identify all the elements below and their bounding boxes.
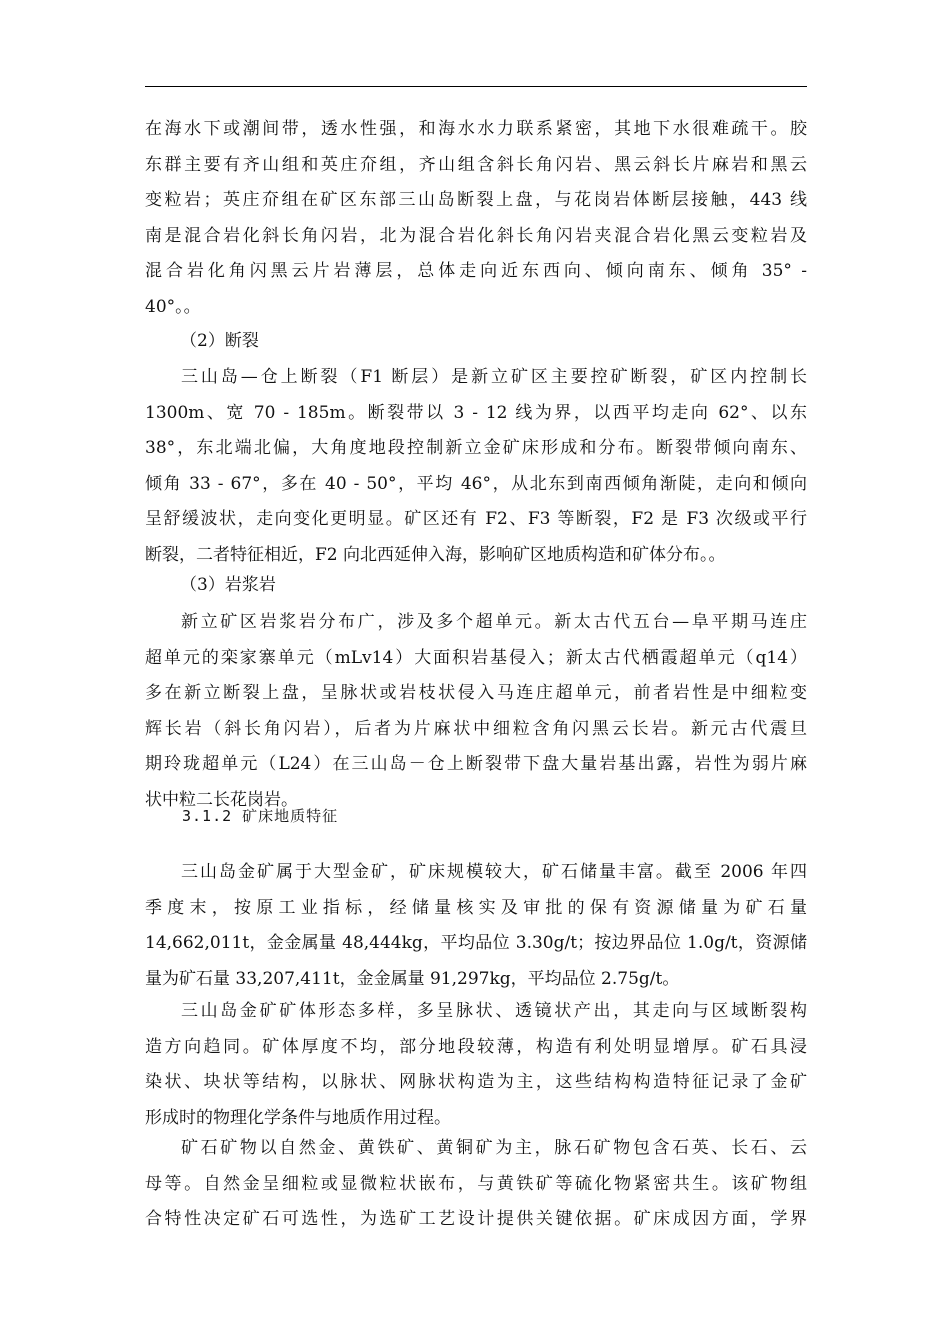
paragraph-magma xyxy=(145,605,807,818)
text-line: 期玲珑超单元（L24）在三山岛－仓上断裂带下盘大量岩基出露，岩性为弱片麻 xyxy=(145,754,807,774)
text-line: 形成时的物理化学条件与地质作用过程。 xyxy=(145,1107,451,1128)
text-line: 倾角 33 - 67°，多在 40 - 50°，平均 46°，从北东到南西倾角渐陡，走向和倾向 xyxy=(145,473,807,494)
text-line: 超单元的栾家寨单元（mLv14）大面积岩基侵入；新太古代栖霞超单元（q14） xyxy=(145,647,807,668)
paragraph-strata xyxy=(145,112,807,325)
paragraph-orebody xyxy=(145,994,807,1136)
section-title: 3.1.2 矿床地质特征 xyxy=(182,807,339,825)
text-line: 矿石矿物以自然金、黄铁矿、黄铜矿为主，脉石矿物包含石英、长石、云 xyxy=(181,1138,807,1158)
text-line: 断裂，二者特征相近，F2 向北西延伸入海，影响矿区地质构造和矿体分布。。 xyxy=(145,544,726,565)
text-line: 多在新立断裂上盘，呈脉状或岩枝状侵入马连庄超单元，前者岩性是中细粒变 xyxy=(145,683,807,703)
text-line: 40°。。 xyxy=(145,296,201,317)
text-line: 东群主要有齐山组和英庄夼组，齐山组含斜长角闪岩、黑云斜长片麻岩和黑云 xyxy=(145,154,807,175)
text-line: 变粒岩；英庄夼组在矿区东部三山岛断裂上盘，与花岗岩体断层接触，443 线 xyxy=(145,190,807,210)
text-line: 呈舒缓波状，走向变化更明显。矿区还有 F2、F3 等断裂，F2 是 F3 次级或平行 xyxy=(145,509,807,529)
text-line: 三山岛—仓上断裂（F1 断层）是新立矿区主要控矿断裂，矿区内控制长 xyxy=(181,367,807,387)
text-line: 染状、块状等结构，以脉状、网脉状构造为主，这些结构构造特征记录了金矿 xyxy=(145,1072,807,1092)
header-rule xyxy=(145,86,807,87)
text-line: 辉长岩（斜长角闪岩），后者为片麻状中细粒含角闪黑云长岩。新元古代震旦 xyxy=(145,718,807,739)
text-line: 三山岛金矿属于大型金矿，矿床规模较大，矿石储量丰富。截至 2006 年四 xyxy=(181,862,807,882)
text-line: 状中粒二长花岗岩。 xyxy=(145,789,298,810)
text-line: 南是混合岩化斜长角闪岩，北为混合岩化斜长角闪岩夹混合岩化黑云变粒岩及 xyxy=(145,225,807,246)
text-line: 混合岩化角闪黑云片岩薄层，总体走向近东西向、倾向南东、倾角 35° - xyxy=(145,261,807,281)
heading-fault: （2）断裂 xyxy=(180,331,259,351)
text-line: 新立矿区岩浆岩分布广，涉及多个超单元。新太古代五台—阜平期马连庄 xyxy=(181,612,807,632)
text-line: 在海水下或潮间带，透水性强，和海水水力联系紧密，其地下水很难疏干。胶 xyxy=(145,119,807,139)
paragraph-deposit xyxy=(145,855,807,997)
heading-magma: （3）岩浆岩 xyxy=(180,575,276,595)
text-line: 造方向趋同。矿体厚度不均，部分地段较薄，构造有利处明显增厚。矿石具浸 xyxy=(145,1036,807,1057)
text-line: 1300m、宽 70 - 185m。断裂带以 3 - 12 线为界，以西平均走向 62°、以东 xyxy=(145,402,807,423)
text-line: 38°，东北端北偏，大角度地段控制新立金矿床形成和分布。断裂带倾向南东、 xyxy=(145,438,807,458)
text-line: 季度末，按原工业指标，经储量核实及审批的保有资源储量为矿石量 xyxy=(145,897,807,918)
text-line: 三山岛金矿矿体形态多样，多呈脉状、透镜状产出，其走向与区域断裂构 xyxy=(181,1001,807,1021)
text-line: 量为矿石量 33,207,411t，金金属量 91,297kg，平均品位 2.75g/t。 xyxy=(145,968,680,989)
text-line: 14,662,011t，金金属量 48,444kg，平均品位 3.30g/t；按边界品位 1.0g/t，资源储 xyxy=(145,933,807,953)
paragraph-minerals xyxy=(145,1131,807,1238)
text-line: 母等。自然金呈细粒或显微粒状嵌布，与黄铁矿等硫化物紧密共生。该矿物组 xyxy=(145,1173,807,1194)
paragraph-fault xyxy=(145,360,807,573)
text-line: 合特性决定矿石可选性，为选矿工艺设计提供关键依据。矿床成因方面，学界 xyxy=(145,1209,807,1229)
